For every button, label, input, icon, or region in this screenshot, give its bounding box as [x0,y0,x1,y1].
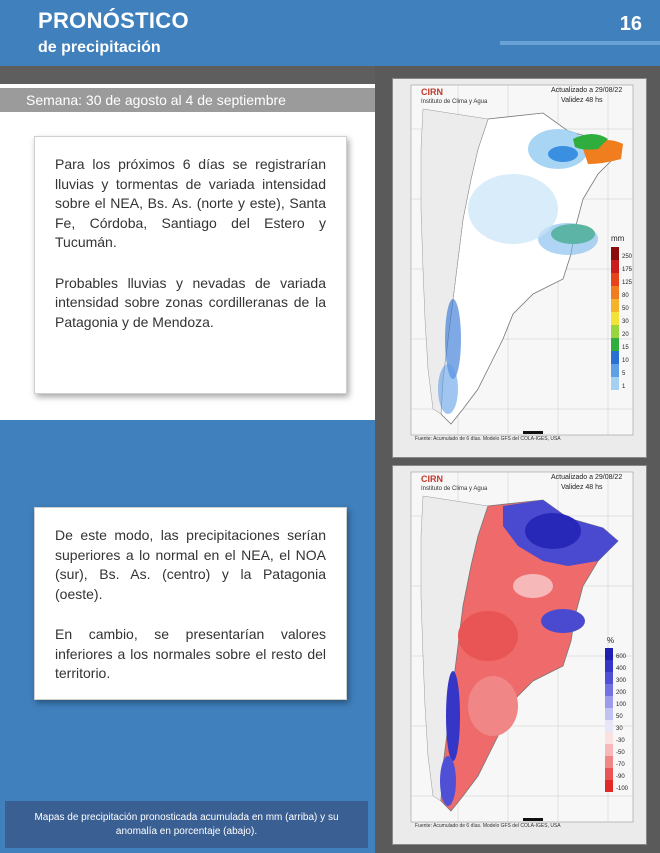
pct-legend-label: -90 [616,774,625,780]
mm-legend-swatch [611,325,619,338]
mm-legend-label: 30 [622,319,629,325]
pct-legend-label: 50 [616,714,623,720]
pct-legend-label: 200 [616,690,627,696]
pct-legend-swatch [605,672,613,684]
pct-legend-label: -30 [616,738,625,744]
precipitation-map [392,78,647,458]
mm-legend-swatch [611,312,619,325]
pct-legend-label: 600 [616,654,627,660]
page-number: 16 [619,13,642,35]
pct-legend-swatch [605,744,613,756]
anomaly-paragraph-1: De este modo, las precipitaciones serían superiores a lo normal en el NEA, el NOA (sur), Bs. As. (centro) y la Patagonia (oeste). [55,527,326,602]
page-subtitle: de precipitación [38,39,161,56]
pct-legend-label: -50 [616,750,625,756]
page-header [0,0,660,66]
pct-legend-label: 100 [616,702,627,708]
pct-legend-swatch [605,708,613,720]
map2-source: Fuente: Acumulado de 6 días. Modelo GFS del COLA-IGES, USA [415,823,561,829]
mm-legend-label: 1 [622,384,626,390]
pct-legend-label: 300 [616,678,627,684]
mm-legend-swatch [611,377,619,390]
map1-institute: Instituto de Clima y Agua [421,99,488,105]
mm-legend-label: 50 [622,306,629,312]
pct-legend-swatch [605,756,613,768]
mm-legend-swatch [611,338,619,351]
mm-legend-label: 10 [622,358,629,364]
mm-legend-swatch [611,351,619,364]
map2-logo: CIRN [421,474,443,484]
precipitation-map-graphic [393,79,646,457]
mm-legend-swatch [611,286,619,299]
mm-legend-swatch [611,273,619,286]
anomaly-paragraph-2: En cambio, se presentarían valores inferiores a los normales sobre el resto del territorio. [55,626,326,681]
mm-legend-label: 20 [622,332,629,338]
mm-legend-label: 15 [622,345,629,351]
map2-institute: Instituto de Clima y Agua [421,486,488,492]
pct-legend-swatch [605,732,613,744]
pct-legend-swatch [605,660,613,672]
pct-legend-swatch [605,696,613,708]
map2-updated: Actualizado a 29/08/22 [551,474,623,481]
forecast-paragraph-1: Para los próximos 6 días se registrarían lluvias y tormentas de variada intensidad sobre el NEA, Bs. As. (norte y este), Santa Fe, Córdoba, Santiago del Estero y Tucumán. [55,156,326,250]
pct-legend-swatch [605,780,613,792]
pct-legend-label: -70 [616,762,625,768]
map1-validity: Validez 48 hs [561,97,603,104]
mm-legend-label: 5 [622,371,626,377]
week-label: Semana: 30 de agosto al 4 de septiembre [26,92,286,108]
mm-legend-swatch [611,364,619,377]
caption-text: Mapas de precipitación pronosticada acumulada en mm (arriba) y su anomalía en porcentaje (abajo). [34,812,339,837]
map1-unit: mm [611,234,625,243]
mm-legend-label: 80 [622,293,629,299]
anomaly-text-box [34,507,347,700]
page-title: PRONÓSTICO [38,8,189,33]
map1-logo: CIRN [421,87,443,97]
pct-legend-label: 30 [616,726,623,732]
map2-validity: Validez 48 hs [561,484,603,491]
mm-legend-label: 175 [622,267,633,273]
pct-legend-swatch [605,648,613,660]
mm-legend-label: 250 [622,254,633,260]
forecast-text-box [34,136,347,394]
pct-legend-swatch [605,684,613,696]
pct-legend-label: -100 [616,786,629,792]
map1-updated: Actualizado a 29/08/22 [551,87,623,94]
caption-box [5,801,368,848]
mm-legend-label: 125 [622,280,633,286]
mm-legend-swatch [611,299,619,312]
header-accent-line [500,41,660,45]
pct-legend-swatch [605,720,613,732]
anomaly-map [392,465,647,845]
pct-legend-label: 400 [616,666,627,672]
mm-legend-swatch [611,260,619,273]
pct-legend-swatch [605,768,613,780]
map1-source: Fuente: Acumulado de 6 días. Modelo GFS del COLA-IGES, USA [415,436,561,442]
mm-legend-swatch [611,247,619,260]
map2-unit: % [607,636,615,645]
anomaly-map-graphic [393,466,646,844]
forecast-paragraph-2: Probables lluvias y nevadas de variada intensidad sobre zonas cordilleranas de la Patagonia y de Mendoza. [55,274,326,330]
